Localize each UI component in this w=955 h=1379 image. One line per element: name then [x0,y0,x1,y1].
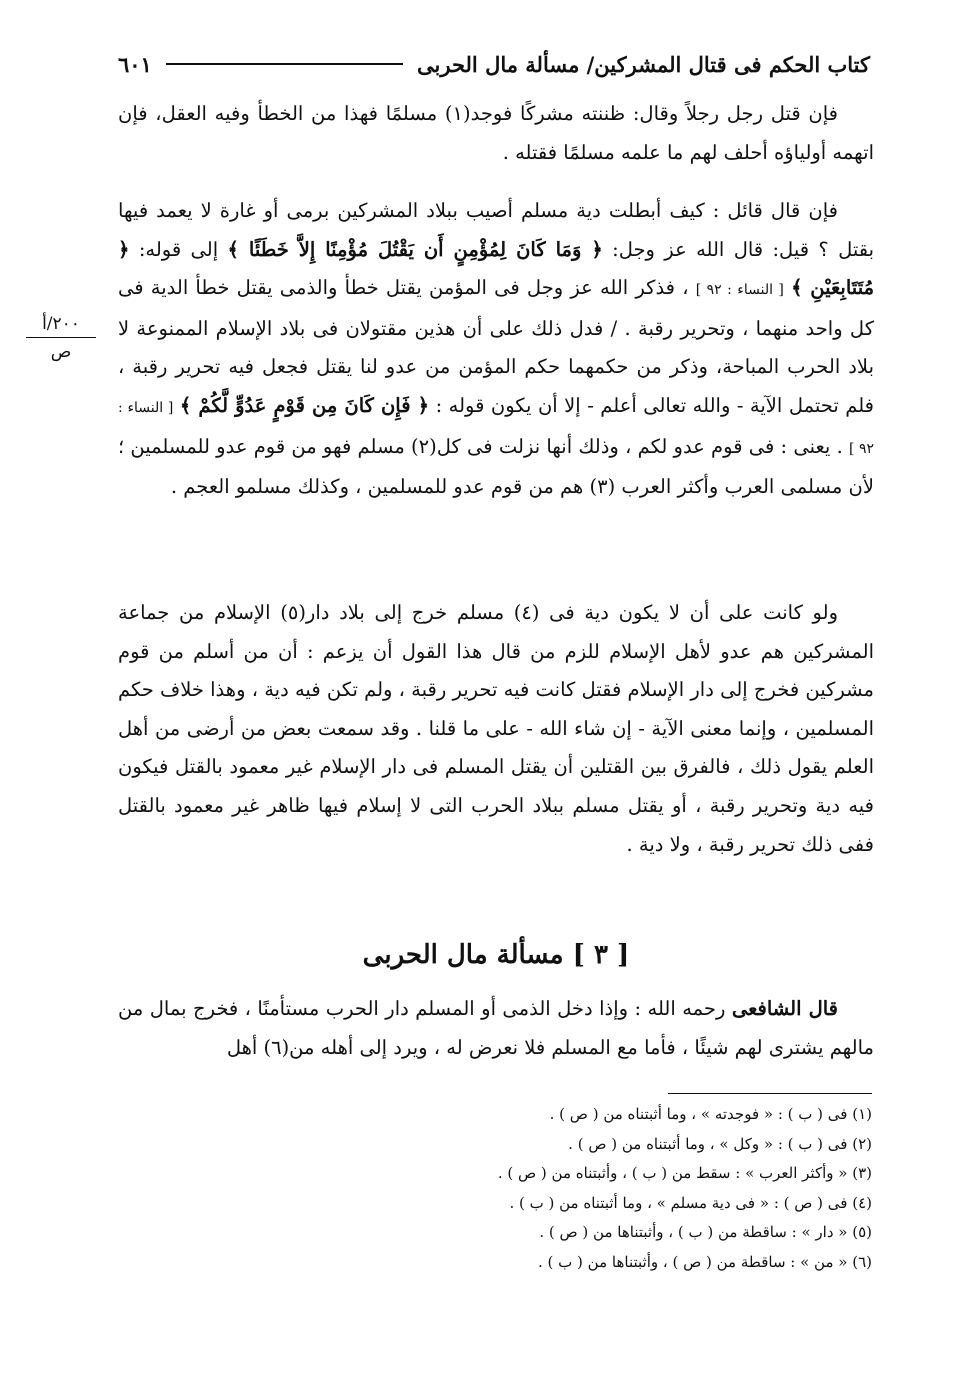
p2-text-c: ، فذكر الله عز وجل فى المؤمن يقتل خطأ والذمى يقتل خطأ الدية فى كل واحد منهما ، وتحرير رقبة . / فدل ذلك على أن هذين مقتولان فى بلاد الإسلام الممنوعة لا بلاد الحرب المباحة، وذكر من حكمهما حكم المؤمن من عدو لنا يقتل فجعل فيه تحرير رقبة ، فلم تحتمل الآية - والله تعالى أعلم - إلا أن يكون قوله : [118,276,874,417]
paragraph-1 [118,95,874,172]
p2-text-b: إلى قوله: [138,237,219,261]
quran-verse-1: ﴿ وَمَا كَانَ لِمُؤْمِنٍ أَن يَقْتُلَ مُؤْمِنًا إِلاَّ خَطَئًا ﴾ [227,237,603,261]
paragraph-2-body [118,192,874,507]
header-rule [166,63,403,65]
footnote: (٣) « وأكثر العرب » : سقط من ( ب ) ، وأثبتناه من ( ص ) . [497,1164,872,1182]
paragraph-2 [118,192,874,507]
footnote: (٤) فى ( ص ) : « فى دية مسلم » ، وما أثبتناه من ( ب ) . [509,1193,872,1212]
footnotes [300,1100,872,1277]
p4-lead: قال الشافعى [731,997,838,1020]
paragraph-4-body [118,990,874,1067]
footnote: (٢) فى ( ب ) : « وكل » ، وما أثبتناه من ( ص ) . [568,1134,872,1153]
margin-folio: ٢٠٠/أ [26,314,96,338]
quran-verse-3: ﴿ فَإِن كَانَ مِن قَوْمٍ عَدُوٍّ لَّكُمْ ﴾ [179,393,430,417]
page-number: ٦٠١ [118,51,152,77]
margin-note [26,314,96,362]
footnote: (١) فى ( ب ) : « فوجدته » ، وما أثبتناه من ( ص ) . [549,1105,872,1123]
paragraph-3 [118,594,874,864]
margin-manuscript: ص [50,342,72,362]
header-title: كتاب الحكم فى قتال المشركين/ مسألة مال الحربى [417,51,870,77]
footnote: (٦) « من » : ساقطة من ( ص ) ، وأثبتناها من ( ب ) . [538,1252,872,1271]
section-heading: [ ٣ ] مسألة مال الحربى [362,940,630,970]
paragraph-4 [118,990,874,1067]
footnote: (٥) « دار » : ساقطة من ( ب ) ، وأثبتناها من ( ص ) . [539,1223,872,1241]
paragraph-1-text: فإن قتل رجل رجلاً وقال: ظننته مشركًا فوجد(١) مسلمًا فهذا من الخطأ وفيه العقل، فإن اتهمه أولياؤه أحلف لهم ما علمه مسلمًا فقتله . [118,102,874,164]
p2-text-d: . يعنى : فى قوم عدو لكم ، وذلك أنها نزلت فى كل(٢) مسلم فهو من قوم عدو للمسلمين ؛ لأن مسلمى العرب وأكثر العرب (٣) هم من قوم عدو للمسلمين ، وكذلك مسلمو العجم . [118,434,874,499]
quran-verse-2: ﴿ مُتَتَابِعَيْنِ ﴾ [118,237,875,300]
footnote-divider [668,1093,872,1094]
verse-reference-1: [ النساء : ٩٢ ] [695,282,784,299]
p2-text-a: فإن قال قائل : كيف أبطلت دية مسلم أصيب ببلاد المشركين برمى أو غارة لا يعمد فيها بقتل ؟ قيل: قال الله عز وجل: [118,199,875,261]
paragraph-3-text: ولو كانت على أن لا يكون دية فى (٤) مسلم خرج إلى بلاد دار(٥) الإسلام من جماعة المشركين هم عدو لأهل الإسلام للزم من قال هذا القول أن يزعم : أن من أسلم من قوم مشركين فخرج إلى دار الإسلام فقتل كانت فيه تحرير رقبة ، ولم تكن فيه دية ، وهذا خلاف حكم المسلمين ، وإنما معنى الآية - إن شاء الله - على ما قلنا . وقد سمعت بعض من أرضى من أهل العلم يقول ذلك ، فالفرق بين القتلين أن يقتل المسلم فى دار الإسلام غير معمود بالقتل فيكون فيه دية وتحرير رقبة ، أو يقتل مسلم ببلاد الحرب التى لا إسلام فيها ظاهر غير معمود بالقتل ففى ذلك تحرير رقبة ، ولا دية . [118,601,874,856]
p4-text: رحمه الله : وإذا دخل الذمى أو المسلم دار الحرب مستأمنًا ، فخرج بمال من مالهم يشترى لهم شيئًا ، فأما مع المسلم فلا نعرض له ، ويرد إلى أهله من(٦) أهل [118,997,874,1059]
verse-reference-2: [ النساء : ٩٢ ] [118,399,874,457]
running-header [118,44,870,84]
